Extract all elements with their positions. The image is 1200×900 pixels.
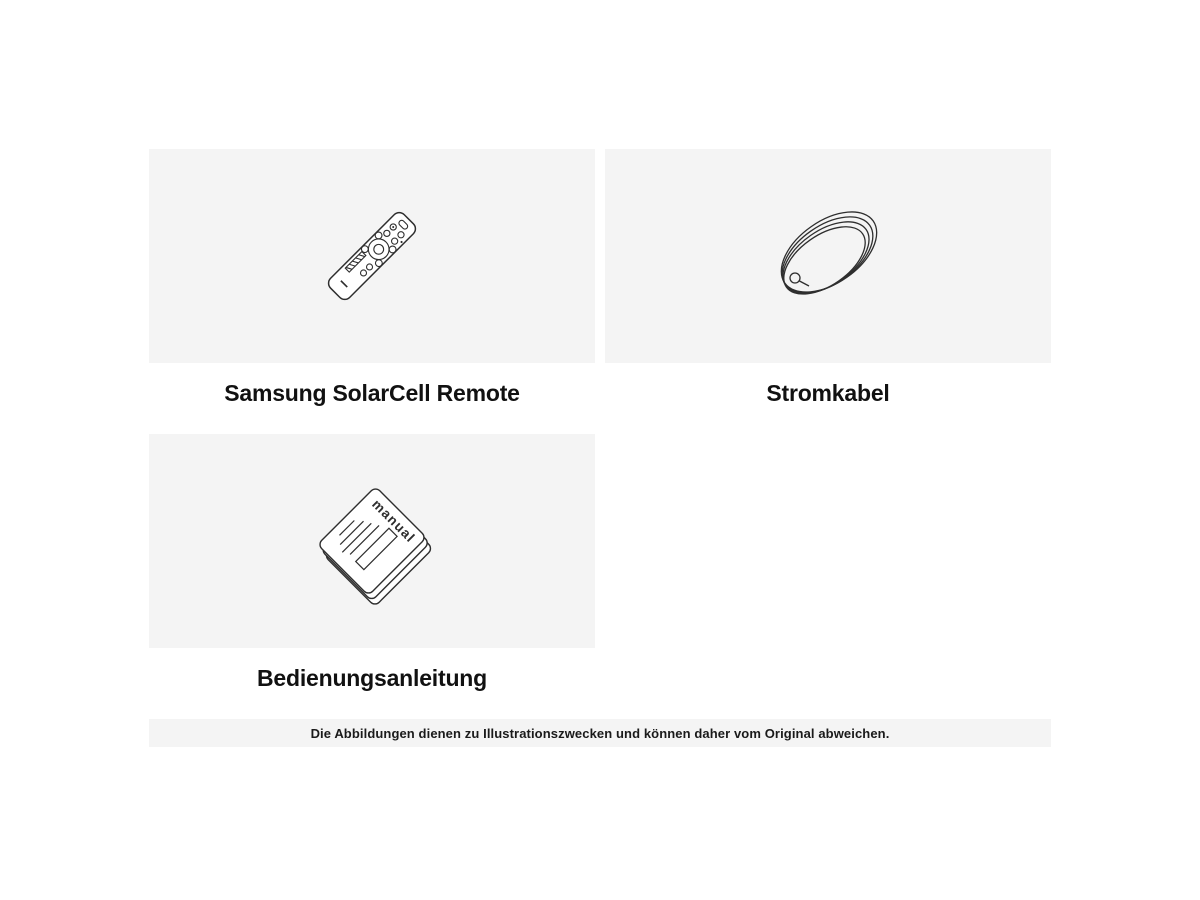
accessory-thumbnail — [149, 149, 595, 363]
accessory-thumbnail — [605, 149, 1051, 363]
accessory-label: Samsung SolarCell Remote — [224, 380, 520, 406]
user-manual-icon — [287, 456, 457, 626]
accessories-section — [149, 149, 1051, 747]
remote-control-icon — [297, 181, 447, 331]
accessory-card-manual — [149, 434, 595, 719]
power-cable-icon — [753, 186, 903, 326]
accessory-thumbnail — [149, 434, 595, 648]
accessory-card-remote — [149, 149, 595, 434]
accessory-label: Bedienungsanleitung — [256, 665, 488, 691]
disclaimer-bar — [149, 719, 1051, 747]
accessory-label: Stromkabel — [766, 380, 890, 406]
manual-cover-text: manual — [369, 496, 419, 546]
disclaimer-text: Die Abbildungen dienen zu Illustrationszwecken und können daher vom Original abweichen. — [310, 725, 890, 741]
accessory-card-power-cable — [605, 149, 1051, 434]
accessories-grid — [149, 149, 1051, 719]
